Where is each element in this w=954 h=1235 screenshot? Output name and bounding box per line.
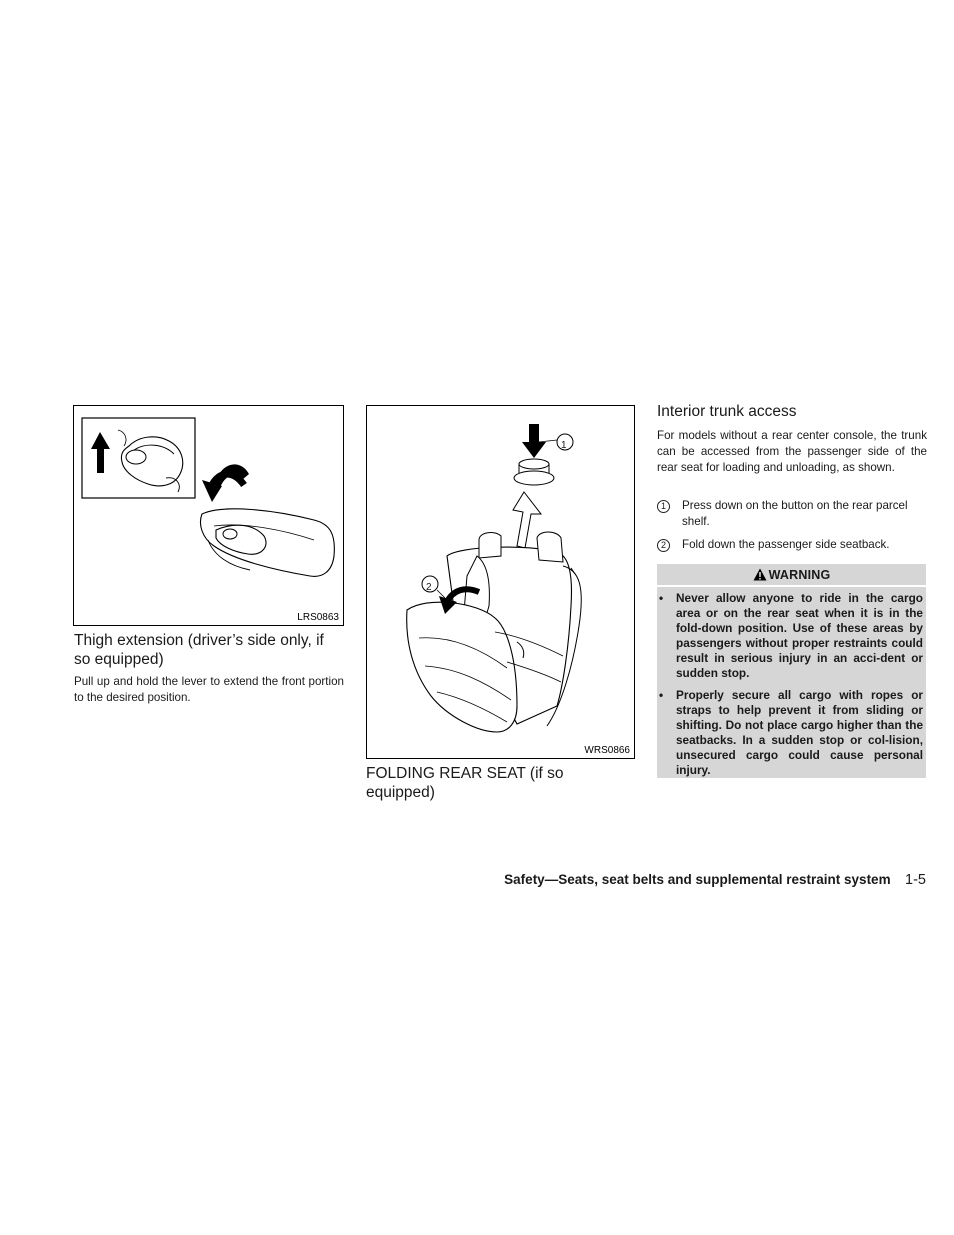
folding-rear-seat-heading: FOLDING REAR SEAT (if so equipped) [366, 765, 564, 801]
steps-list [657, 498, 927, 553]
page-number: 1-5 [905, 872, 926, 888]
interior-trunk-access-heading: Interior trunk access [657, 403, 797, 420]
warning-triangle-icon [753, 568, 767, 581]
thigh-extension-figure [73, 405, 344, 626]
warning-item [657, 688, 923, 778]
callout-1: 1 [561, 440, 567, 451]
step-item [657, 498, 927, 530]
page-footer [440, 871, 926, 889]
step-number: 1 [657, 500, 670, 513]
thigh-extension-illustration [74, 406, 343, 625]
footer-section-title: Safety—Seats, seat belts and supplemental restraint system [504, 872, 891, 887]
warning-header [657, 564, 926, 585]
warning-item-text: Properly secure all cargo with ropes or straps to help prevent it from sliding or shifting. Do not place cargo higher than the seatbacks. In a sudden stop or col-lision, unsecured cargo could cause personal injury. [676, 688, 923, 777]
thigh-extension-text: Pull up and hold the lever to extend the front portion to the desired position. [74, 675, 344, 704]
warning-title: WARNING [768, 567, 831, 582]
step-text: Press down on the button on the rear parcel shelf. [682, 499, 908, 528]
step-text: Fold down the passenger side seatback. [682, 538, 890, 551]
bullet: • [659, 688, 664, 702]
folding-rear-seat-illustration [367, 406, 634, 758]
callout-2: 2 [426, 582, 432, 593]
warning-box [657, 564, 926, 778]
step-number: 2 [657, 539, 670, 552]
interior-trunk-access-text: For models without a rear center console, the trunk can be accessed from the passenger side of the rear seat for loading and unloading, as shown. [657, 429, 927, 474]
warning-item-text: Never allow anyone to ride in the cargo area or on the rear seat when it is in the fold-down position. Use of these areas by passengers without proper restraints could result in serious injury in an acci-dent or sudden stop. [676, 591, 923, 680]
step-item [657, 537, 927, 553]
figure-code: WRS0866 [584, 745, 630, 756]
warning-item [657, 591, 923, 681]
folding-rear-seat-figure [366, 405, 635, 759]
bullet: • [659, 591, 664, 605]
figure-code: LRS0863 [297, 612, 339, 623]
thigh-extension-heading: Thigh extension (driver’s side only, if so equipped) [74, 632, 324, 668]
